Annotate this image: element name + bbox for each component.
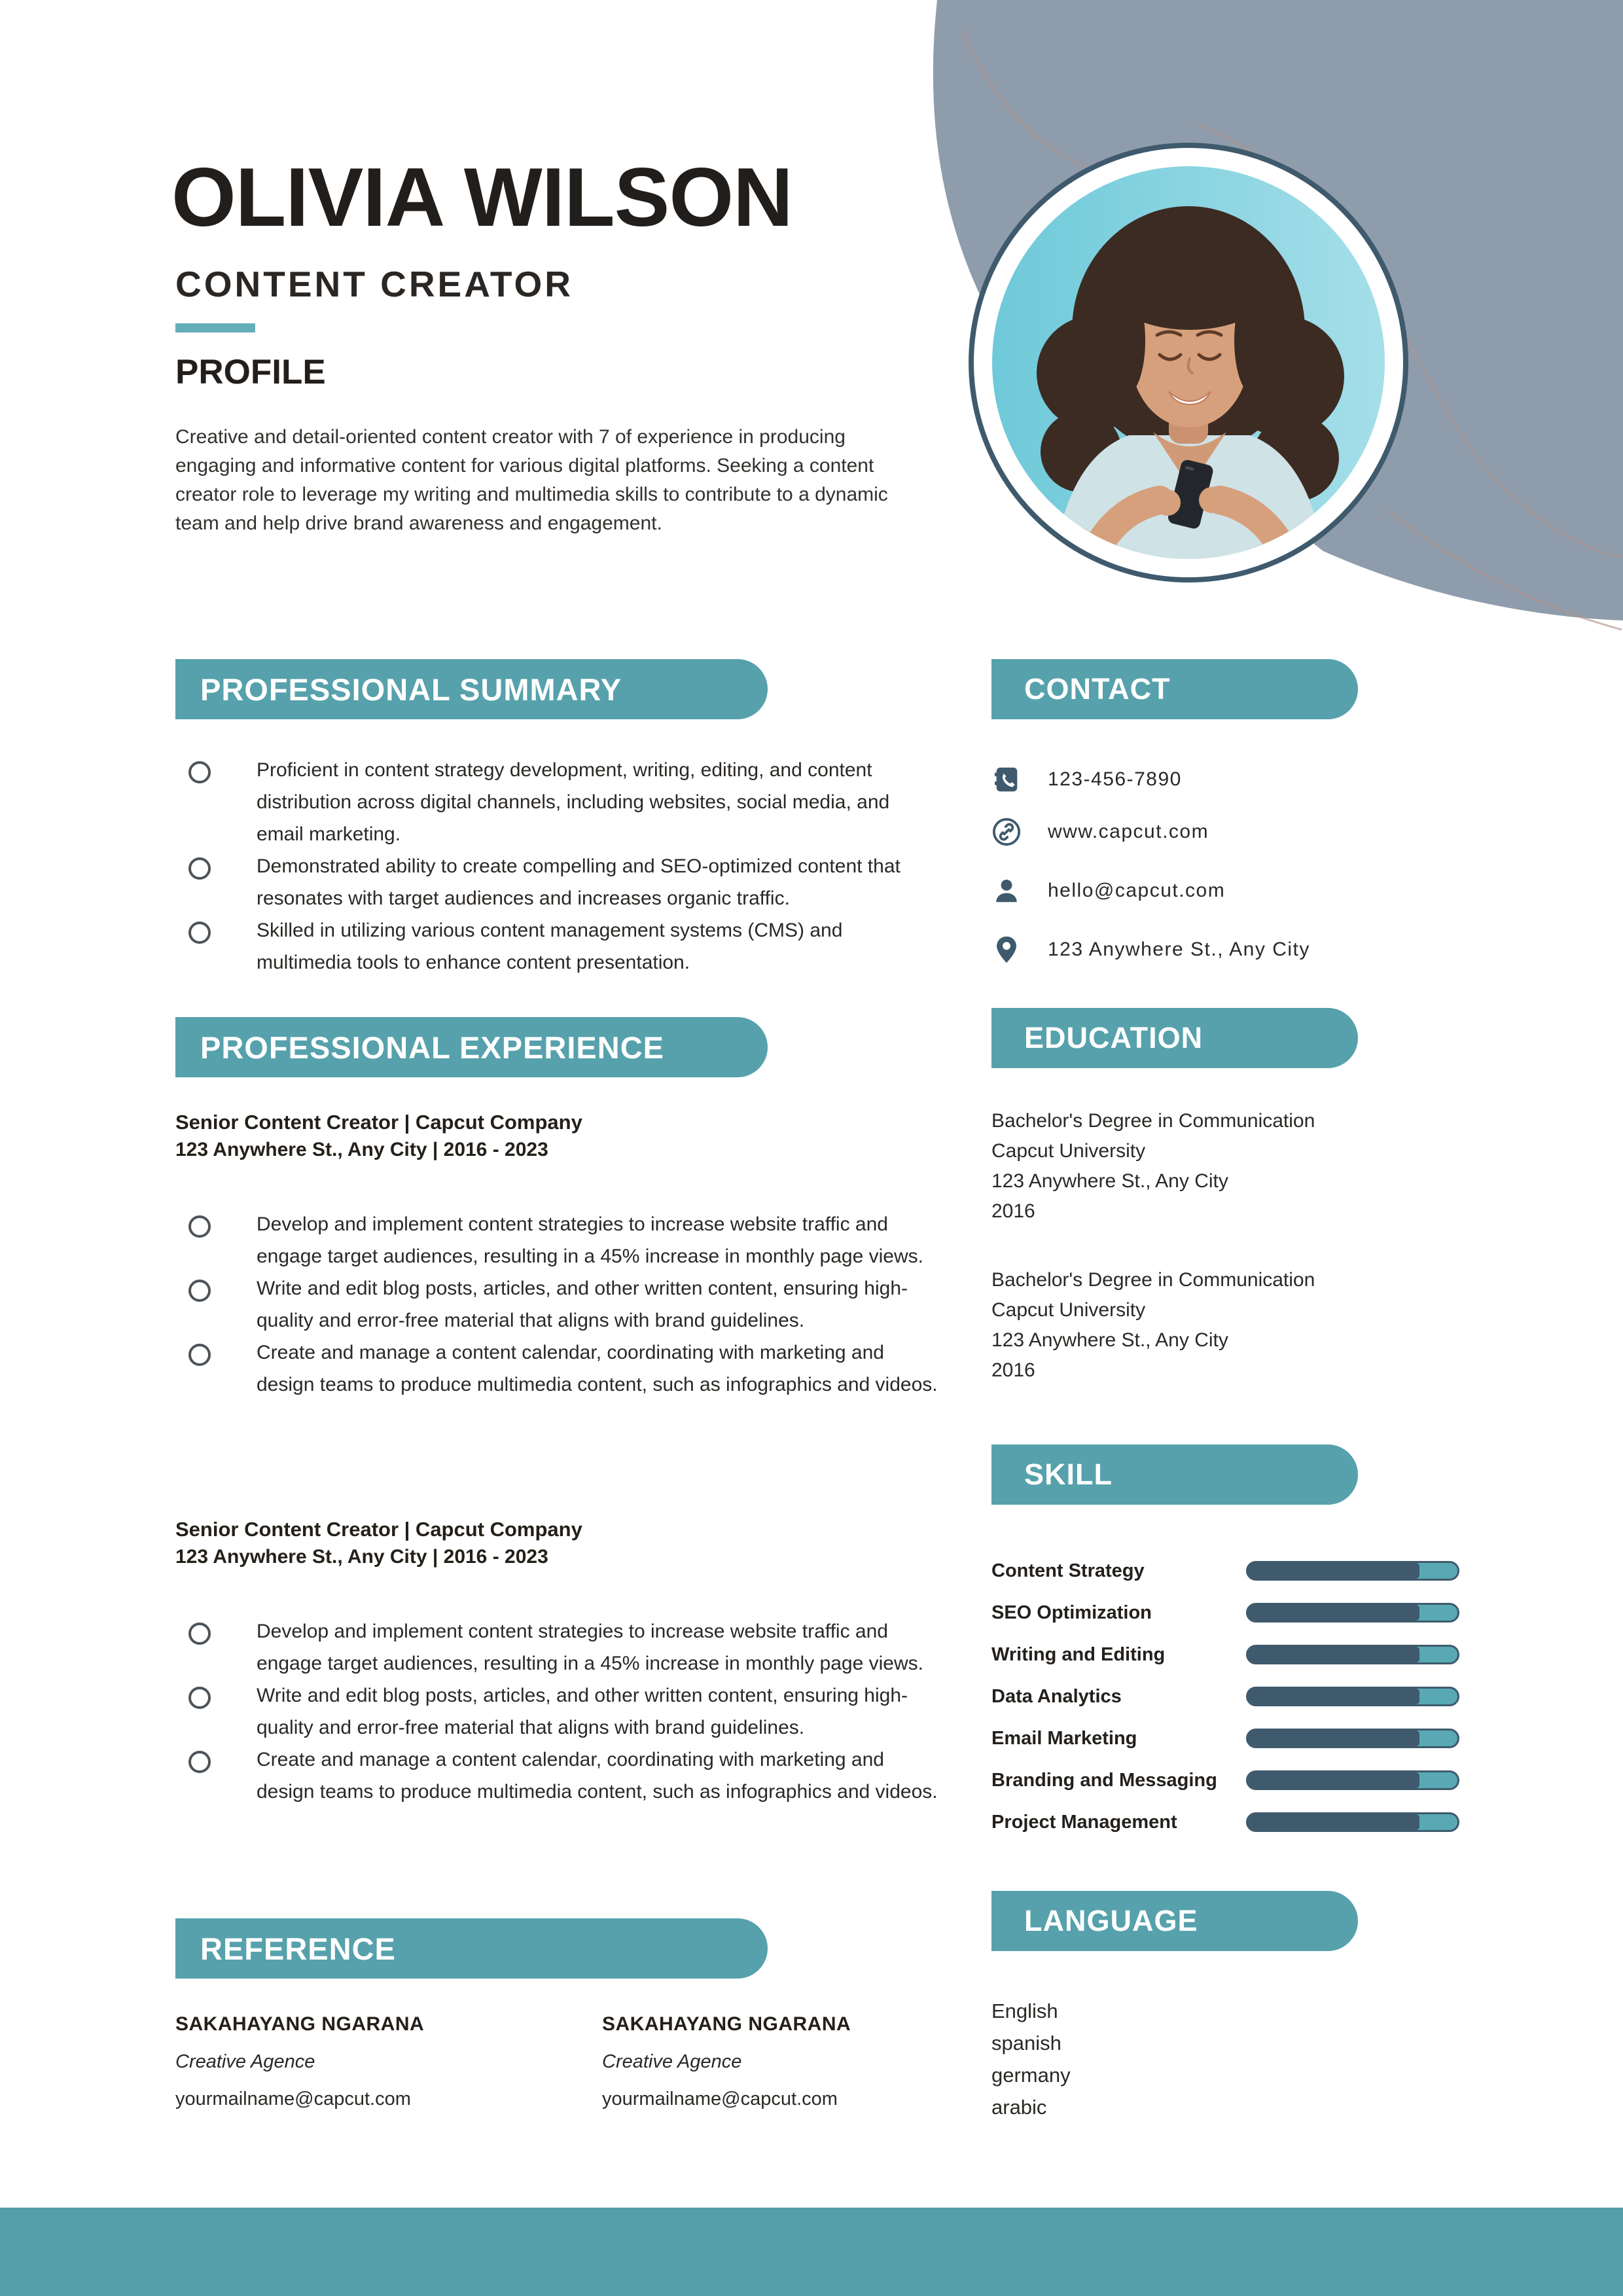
job-bullet-text: Develop and implement content strategies to increase website traffic and engage target audiences, resulting in a 45% increase in monthly page views. bbox=[257, 1213, 923, 1267]
language-item: germany bbox=[991, 2064, 1071, 2087]
reference-name: SAKAHAYANG NGARANA bbox=[175, 2013, 425, 2035]
reference-entries bbox=[175, 2013, 1029, 2110]
reference-email[interactable]: yourmailname@capcut.com bbox=[602, 2089, 838, 2109]
location-icon bbox=[991, 935, 1022, 965]
job-header bbox=[175, 1516, 895, 1571]
summary-item-text: Proficient in content strategy development, writing, editing, and content distribution across digital channels, including websites, social media, and email marketing. bbox=[257, 759, 890, 845]
language-item: arabic bbox=[991, 2096, 1047, 2119]
skill-bar-fill bbox=[1248, 1731, 1419, 1746]
list-item bbox=[175, 1679, 941, 1744]
section-banner-contact bbox=[991, 659, 1358, 719]
skill-row bbox=[991, 1687, 1459, 1729]
skill-bar-fill bbox=[1248, 1605, 1419, 1621]
link-icon bbox=[991, 817, 1022, 847]
phone-icon bbox=[991, 764, 1022, 795]
skill-row bbox=[991, 1812, 1459, 1854]
skill-bar-fill bbox=[1248, 1563, 1419, 1579]
reference-entry bbox=[602, 2013, 890, 2110]
contact-heading: CONTACT bbox=[1024, 672, 1171, 706]
section-banner-language bbox=[991, 1891, 1358, 1951]
section-banner-skill bbox=[991, 1444, 1358, 1505]
language-list bbox=[991, 1995, 1071, 2123]
contact-row-address bbox=[991, 935, 1310, 965]
skill-bar-fill bbox=[1248, 1647, 1419, 1662]
list-item bbox=[175, 850, 941, 914]
language-item: English bbox=[991, 2000, 1058, 2022]
section-banner-experience bbox=[175, 1017, 768, 1077]
summary-heading: PROFESSIONAL SUMMARY bbox=[200, 672, 622, 707]
education-school: Capcut University bbox=[991, 1140, 1146, 1162]
education-entry bbox=[991, 1265, 1528, 1386]
reference-email[interactable]: yourmailname@capcut.com bbox=[175, 2089, 411, 2109]
reference-name: SAKAHAYANG NGARANA bbox=[602, 2013, 851, 2035]
skill-bar-fill bbox=[1248, 1772, 1419, 1788]
job-meta: 123 Anywhere St., Any City | 2016 - 2023 bbox=[175, 1546, 548, 1568]
summary-list bbox=[175, 754, 941, 978]
summary-item-text: Skilled in utilizing various content management systems (CMS) and multimedia tools to enhance content presentation. bbox=[257, 920, 843, 973]
section-banner-education bbox=[991, 1008, 1358, 1068]
job1-bullet-list bbox=[175, 1208, 941, 1401]
skill-label: SEO Optimization bbox=[991, 1602, 1152, 1623]
person-job-title: CONTENT CREATOR bbox=[175, 264, 573, 304]
job-bullet-text: Develop and implement content strategies to increase website traffic and engage target audiences, resulting in a 45% increase in monthly page views. bbox=[257, 1621, 923, 1674]
job-meta: 123 Anywhere St., Any City | 2016 - 2023 bbox=[175, 1139, 548, 1160]
circle-bullet-icon bbox=[188, 1751, 211, 1773]
skill-bar bbox=[1246, 1645, 1459, 1664]
skill-bar bbox=[1246, 1687, 1459, 1706]
job-bullet-text: Write and edit blog posts, articles, and other written content, ensuring high-quality and error-free material that aligns with brand guidelines. bbox=[257, 1278, 908, 1331]
education-degree: Bachelor's Degree in Communication bbox=[991, 1269, 1315, 1291]
skill-bar bbox=[1246, 1603, 1459, 1623]
skill-bar bbox=[1246, 1561, 1459, 1581]
skill-row bbox=[991, 1603, 1459, 1645]
job-bullet-text: Create and manage a content calendar, coordinating with marketing and design teams to produce multimedia content, such as infographics and videos. bbox=[257, 1749, 938, 1803]
circle-bullet-icon bbox=[188, 922, 211, 944]
list-item bbox=[175, 1336, 941, 1401]
job-title: Senior Content Creator | Capcut Company bbox=[175, 1518, 582, 1541]
language-item: spanish bbox=[991, 2032, 1061, 2054]
skill-bar bbox=[1246, 1812, 1459, 1832]
contact-email[interactable]: hello@capcut.com bbox=[1048, 880, 1226, 901]
skill-row bbox=[991, 1729, 1459, 1770]
skill-label: Writing and Editing bbox=[991, 1644, 1166, 1665]
contact-phone: 123-456-7890 bbox=[1048, 768, 1182, 790]
education-degree: Bachelor's Degree in Communication bbox=[991, 1110, 1315, 1132]
skill-label: Content Strategy bbox=[991, 1560, 1145, 1581]
footer-bar bbox=[0, 2208, 1623, 2296]
skill-label: Project Management bbox=[991, 1812, 1177, 1833]
job-title: Senior Content Creator | Capcut Company bbox=[175, 1111, 582, 1134]
education-school: Capcut University bbox=[991, 1299, 1146, 1321]
profile-heading: PROFILE bbox=[175, 353, 326, 391]
job-header bbox=[175, 1109, 895, 1164]
job-bullet-text: Write and edit blog posts, articles, and other written content, ensuring high-quality and error-free material that aligns with brand guidelines. bbox=[257, 1685, 908, 1738]
skill-row bbox=[991, 1770, 1459, 1812]
teal-divider bbox=[175, 323, 255, 332]
circle-bullet-icon bbox=[188, 761, 211, 783]
circle-bullet-icon bbox=[188, 1215, 211, 1238]
person-name: OLIVIA WILSON bbox=[171, 151, 793, 243]
circle-bullet-icon bbox=[188, 1344, 211, 1366]
circle-bullet-icon bbox=[188, 1687, 211, 1709]
list-item bbox=[175, 914, 941, 978]
education-year: 2016 bbox=[991, 1200, 1035, 1222]
education-year: 2016 bbox=[991, 1359, 1035, 1381]
education-heading: EDUCATION bbox=[1024, 1021, 1204, 1054]
skill-heading: SKILL bbox=[1024, 1458, 1113, 1491]
experience-heading: PROFESSIONAL EXPERIENCE bbox=[200, 1030, 664, 1065]
contact-website[interactable]: www.capcut.com bbox=[1048, 821, 1209, 842]
job2-bullet-list bbox=[175, 1615, 941, 1808]
reference-entry bbox=[175, 2013, 463, 2110]
skill-bar-fill bbox=[1248, 1814, 1419, 1830]
job-bullet-text: Create and manage a content calendar, coordinating with marketing and design teams to produce multimedia content, such as infographics and videos. bbox=[257, 1342, 938, 1395]
list-item bbox=[175, 1615, 941, 1679]
list-item bbox=[175, 754, 941, 850]
skill-bar bbox=[1246, 1729, 1459, 1748]
list-item bbox=[175, 1208, 941, 1272]
circle-bullet-icon bbox=[188, 1280, 211, 1302]
skill-bar-fill bbox=[1248, 1689, 1419, 1704]
skill-bar bbox=[1246, 1770, 1459, 1790]
person-icon bbox=[991, 876, 1022, 906]
summary-item-text: Demonstrated ability to create compelling and SEO-optimized content that resonates with target audiences and increases organic traffic. bbox=[257, 855, 901, 909]
profile-text: Creative and detail-oriented content creator with 7 of experience in producing engaging and informative content for various digital platforms. Seeking a content creator role to leverage my writing and multimedia skills to contribute to a dynamic team and help drive brand awareness and engagement. bbox=[175, 426, 888, 534]
skill-list bbox=[991, 1561, 1459, 1854]
education-address: 123 Anywhere St., Any City bbox=[991, 1170, 1228, 1192]
section-banner-summary bbox=[175, 659, 768, 719]
contact-row-website bbox=[991, 817, 1209, 847]
section-banner-reference bbox=[175, 1918, 768, 1979]
contact-row-email bbox=[991, 876, 1225, 906]
skill-label: Branding and Messaging bbox=[991, 1770, 1217, 1791]
reference-heading: REFERENCE bbox=[200, 1931, 396, 1966]
header-decoration bbox=[903, 0, 1623, 661]
language-heading: LANGUAGE bbox=[1024, 1904, 1198, 1937]
contact-address: 123 Anywhere St., Any City bbox=[1048, 939, 1310, 960]
skill-row bbox=[991, 1645, 1459, 1687]
education-entry bbox=[991, 1106, 1528, 1227]
skill-row bbox=[991, 1561, 1459, 1603]
skill-label: Email Marketing bbox=[991, 1728, 1137, 1749]
circle-bullet-icon bbox=[188, 857, 211, 880]
list-item bbox=[175, 1744, 941, 1808]
reference-company: Creative Agence bbox=[175, 2051, 315, 2072]
contact-row-phone bbox=[991, 764, 1182, 795]
circle-bullet-icon bbox=[188, 1623, 211, 1645]
skill-label: Data Analytics bbox=[991, 1686, 1122, 1707]
list-item bbox=[175, 1272, 941, 1336]
education-address: 123 Anywhere St., Any City bbox=[991, 1329, 1228, 1351]
reference-company: Creative Agence bbox=[602, 2051, 742, 2072]
